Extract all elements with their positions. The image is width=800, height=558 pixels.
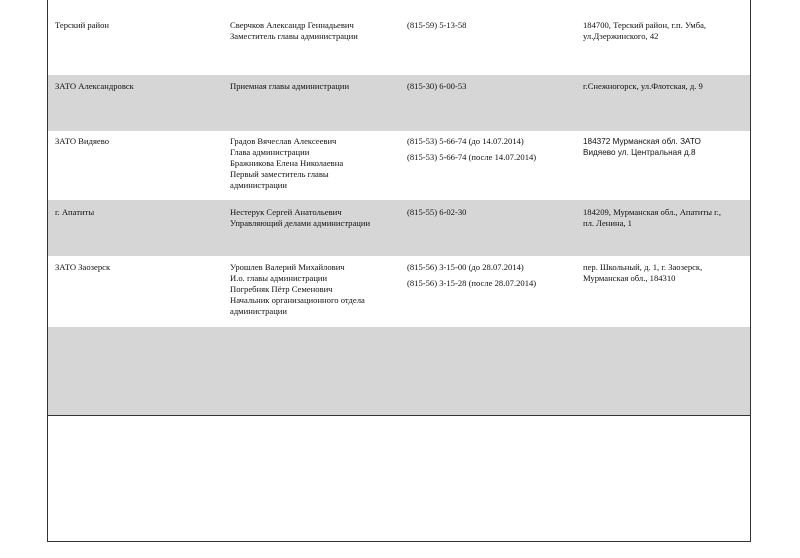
phone-line: (815-56) 3-15-28 (после 28.07.2014) [407,278,537,288]
address-cell [583,81,703,92]
address-line: Мурманская обл., 184310 [583,273,676,283]
contacts-table [47,0,751,542]
phone-cell [407,262,536,289]
phone-cell [407,81,466,92]
district-cell: г. Апатиты [55,207,95,217]
address-line: Видяево ул. Центральная д.8 [583,148,696,157]
contact-line: Бражникова Елена Николаевна [230,158,344,168]
contact-cell [230,81,349,92]
contact-line: Управляющий делами администрации [230,218,371,228]
contact-line: Заместитель главы администрации [230,31,358,41]
phone-cell [407,20,466,31]
contact-line: Сверчков Александр Геннадьевич [230,20,354,30]
address-line: ул.Дзержинского, 42 [583,31,659,41]
contact-line: Нестерук Сергей Анатольевич [230,207,342,217]
district-cell: ЗАТО Заозерск [55,262,111,272]
table-row-empty [48,416,750,541]
address-cell [583,136,701,158]
phone-line: (815-53) 5-66-74 (после 14.07.2014) [407,152,537,162]
contact-line: Приемная главы администрации [230,81,350,91]
contact-cell [230,136,343,191]
address-cell [583,262,702,284]
contact-line: администрации [230,180,288,190]
address-line: 184700, Терский район, г.п. Умба, [583,20,707,30]
contact-line: Градов Вячеслав Алексеевич [230,136,337,146]
phone-line: (815-30) 6-00-53 [407,81,467,91]
district-cell: ЗАТО Видяево [55,136,110,146]
address-line: 184372 Мурманская обл. ЗАТО [583,137,701,146]
contact-cell [230,20,358,42]
address-cell [583,20,706,42]
district-cell: ЗАТО Александровск [55,81,134,91]
address-line: 184209, Мурманская обл., Апатиты г., [583,207,722,217]
phone-line: (815-56) 3-15-00 (до 28.07.2014) [407,262,524,272]
phone-cell [407,207,466,218]
table-row [48,131,750,200]
contact-line: администрации [230,306,288,316]
table-row [48,0,750,75]
contact-cell [230,262,365,317]
contact-line: Первый заместитель главы [230,169,329,179]
contact-line: Урошлев Валерий Михайлович [230,262,345,272]
contact-line: И.о. главы администрации [230,273,328,283]
table-row [48,200,750,256]
table-row-empty [48,327,750,415]
phone-line: (815-59) 5-13-58 [407,20,467,30]
phone-line: (815-53) 5-66-74 (до 14.07.2014) [407,136,524,146]
contact-cell [230,207,370,229]
contact-line: Глава администрации [230,147,310,157]
contact-line: Погребняк Пётр Семенович [230,284,333,294]
address-line: пер. Школьный, д. 1, г. Заозерск, [583,262,703,272]
phone-line: (815-55) 6-02-30 [407,207,467,217]
contact-line: Начальник организационного отдела [230,295,365,305]
table-row [48,256,750,327]
address-line: пл. Ленина, 1 [583,218,632,228]
phone-cell [407,136,536,163]
table-row [48,75,750,131]
district-cell: Терский район [55,20,109,30]
address-line: г.Снежногорск, ул.Флотская, д. 9 [583,81,703,91]
address-cell [583,207,721,229]
